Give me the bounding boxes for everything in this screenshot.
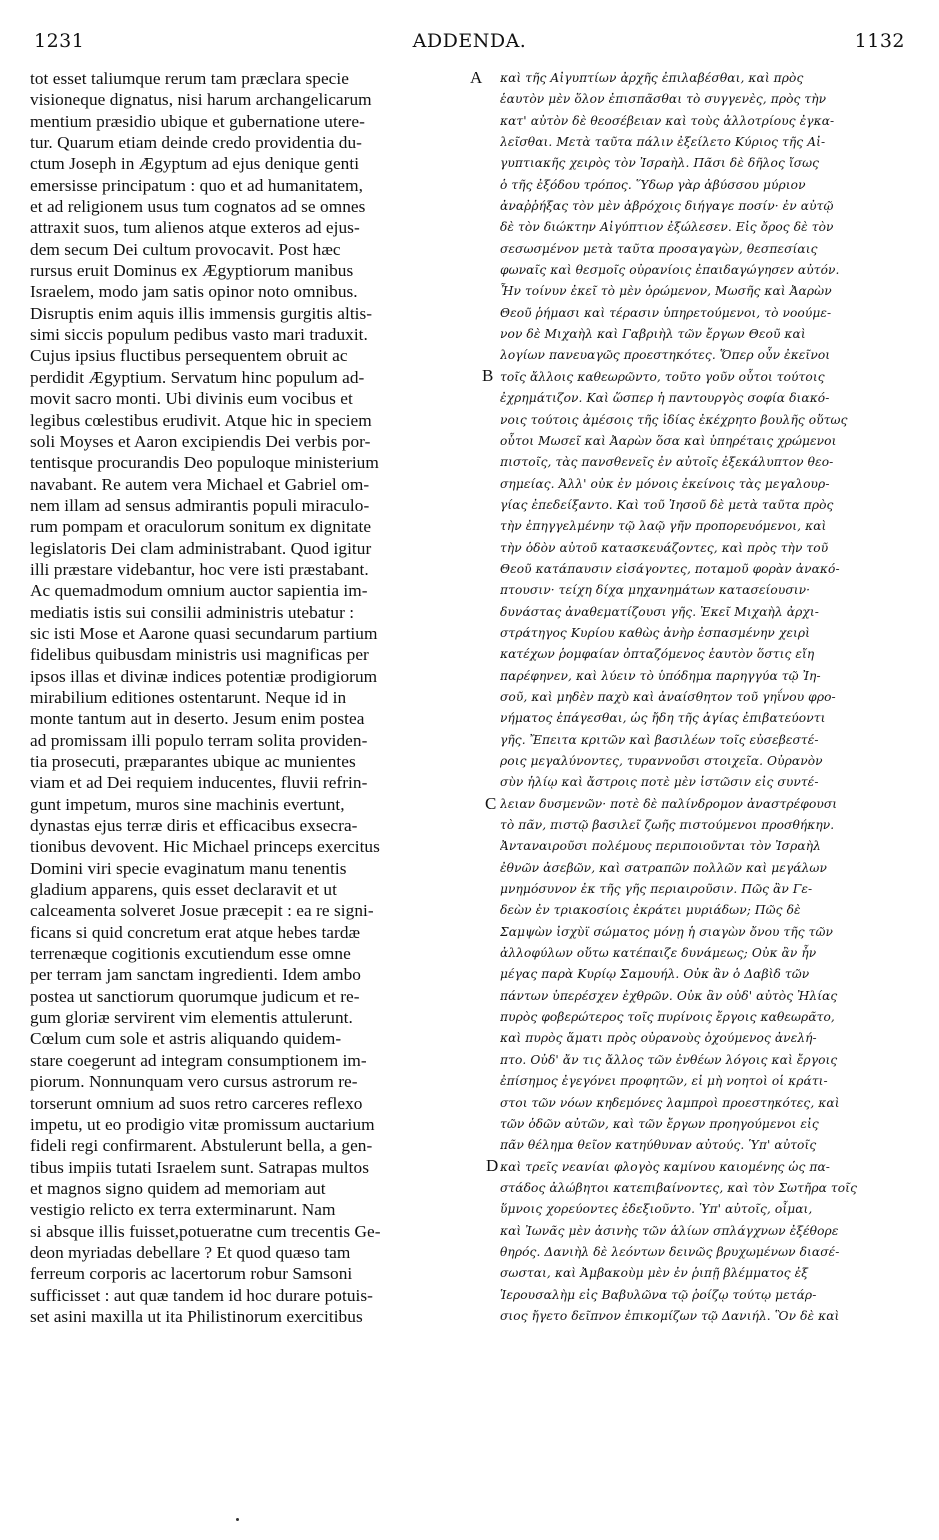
greek-text-line: ἐθνῶν ἀσεβῶν, καὶ σατραπῶν πολλῶν καὶ μεγάλων bbox=[500, 860, 827, 875]
greek-text-line: στράτηγος Κυρίου καθὼς ἀνὴρ ἐσπασμένην χειρὶ bbox=[500, 625, 810, 640]
latin-text-line: stare coegerunt ad integram consumptionem im- bbox=[30, 1050, 367, 1070]
latin-text-line: monte tantum aut in deserto. Jesum enim postea bbox=[30, 709, 365, 729]
greek-text-line: γυπτιακῆς χειρὸς τὸν Ἰσραὴλ. Πᾶσι δὲ δῆλος ἴσως bbox=[500, 156, 820, 171]
latin-text-line: torserunt omnium ad suos retro carceres reflexo bbox=[30, 1093, 363, 1113]
latin-text-line: Cujus ipsius fluctibus persequentem obruit ac bbox=[30, 346, 348, 366]
greek-text-line: πτο. Οὐδ' ἄν τις ἄλλος τῶν ἐνθέων λόγοις καὶ ἔργοις bbox=[500, 1052, 838, 1067]
greek-text-line: φωναῖς καὶ θεσμοῖς οὐρανίοις ἐπαιδαγώγησεν αὐτόν. bbox=[500, 263, 840, 278]
greek-text-line: νήματος ἐπάγεσθαι, ὡς ἤδη τῆς ἁγίας ἐπιβατεύοντι bbox=[500, 711, 826, 726]
greek-text-line: στάδος ἀλώβητοι κατεπιβαίνοντες, καὶ τὸν Σωτῆρα τοῖς bbox=[500, 1180, 857, 1195]
greek-text-line: νοις τούτοις ἀμέσοις τῆς ἰδίας ἐκέχρητο βουλῆς οὕτως bbox=[500, 412, 848, 427]
greek-text-line: σεσωσμένον μετὰ ταῦτα προσαγαγὼν, θεσπεσίαις bbox=[500, 241, 818, 256]
latin-text-line: gladium apparens, quis esset declaravit et ut bbox=[30, 880, 337, 900]
greek-text-line: καὶ τῆς Αἰγυπτίων ἀρχῆς ἐπιλαβέσθαι, καὶ πρὸς bbox=[500, 71, 804, 85]
running-title: ADDENDA. bbox=[412, 30, 527, 52]
latin-text-line: tur. Quarum etiam deinde credo providentia du- bbox=[30, 133, 362, 153]
latin-text-line: tentisque procurandis Deo populoque ministerium bbox=[30, 453, 379, 473]
latin-text-line: Disruptis enim aquis illis immensis gurgitis altis- bbox=[30, 303, 373, 323]
latin-text-line: Ac quemadmodum omnium auctor sapientia im- bbox=[30, 581, 368, 601]
section-marker-a: A bbox=[470, 68, 483, 87]
page-header bbox=[30, 30, 909, 60]
greek-text-line: καὶ Ἰωνᾶς μὲν ἀσινὴς τῶν ἁλίων σπλάγχνων ἐξέθορε bbox=[500, 1223, 839, 1238]
greek-text-line: ἀναῤῥήξας τὸν μὲν ἀβρόχοις διήγαγε ποσίν· ἐν αὐτῷ bbox=[500, 199, 834, 214]
greek-text-line: ροις μεγαλύνοντες, τυραννοῦσι στοιχεῖα. Οὐρανὸν bbox=[500, 754, 823, 768]
latin-text-line: piorum. Nonnunquam vero cursus astrorum re- bbox=[30, 1072, 358, 1092]
latin-text-line: tot esset taliumque rerum tam præclara specie bbox=[30, 69, 349, 88]
greek-text-line: σιος ἤγετο δεῖπνον ἐπικομίζων τῷ Δανιήλ. Ὃν δὲ καὶ bbox=[500, 1308, 840, 1323]
greek-text-line: οὗτοι Μωσεῖ καὶ Ἀαρὼν ὅσα καὶ ὑπηρέταις χρώμενοι bbox=[500, 433, 837, 448]
greek-text-line: πᾶν θέλημα θεῖον κατηύθυναν αὐτούς. Ὑπ' αὐτοῖς bbox=[500, 1138, 817, 1153]
latin-text-line: Domini viri specie evaginatum manu tenentis bbox=[30, 858, 347, 878]
latin-text-line: set asini maxilla ut ita Philistinorum exercitibus bbox=[30, 1306, 363, 1326]
latin-text-line: legislatoris Dei clam administrabant. Quod igitur bbox=[30, 538, 372, 558]
latin-text-line: visioneque dignatus, nisi harum archangelicarum bbox=[30, 90, 372, 110]
greek-text-line: σὺν ἡλίῳ καὶ ἄστροις ποτὲ μὲν ἱστῶσιν εἰς συντέ- bbox=[500, 775, 819, 790]
latin-text-line: et ad religionem usus tum cognatos ad se omnes bbox=[30, 197, 366, 217]
latin-text-line: emersisse principatum : quo et ad humanitatem, bbox=[30, 175, 363, 195]
latin-text-line: legibus cœlestibus erudivit. Atque hic in speciem bbox=[30, 410, 372, 430]
latin-text-line: deon myriadas debellare ? Et quod quæso tam bbox=[30, 1242, 351, 1262]
latin-text-line: ferreum corporis ac lacertorum robur Samsoni bbox=[30, 1264, 353, 1284]
greek-text-line: γῆς. Ἔπειτα κριτῶν καὶ βασιλέων τοῖς εὐσεβεστέ- bbox=[500, 732, 819, 747]
greek-text-line: λεῖσθαι. Μετὰ ταῦτα πάλιν ἐξείλετο Κύριος τῆς Αἰ- bbox=[500, 135, 826, 150]
section-marker-b: B bbox=[482, 366, 494, 385]
latin-column bbox=[30, 68, 482, 1327]
greek-text-line: λογίων πανευαγῶς προεστηκότες. Ὅπερ οὖν ἐκεῖνοι bbox=[500, 348, 831, 363]
latin-text-line: si absque illis fuisset,potueratne cum trecentis Ge- bbox=[30, 1221, 381, 1241]
greek-text-line: τὴν ἐπηγγελμένην τῷ λαῷ γῆν προπορευόμενοι, καὶ bbox=[500, 519, 827, 534]
latin-text-line: rursus eruit Dominus ex Ægyptiorum manibus bbox=[30, 261, 354, 281]
latin-text-line: terrenæque cogitionis excutiendum esse omne bbox=[30, 944, 351, 964]
latin-text-line: per terram jam sanctam ingredienti. Idem ambo bbox=[30, 965, 361, 985]
greek-text-line: γίας ἐπεδείξαντο. Καὶ τοῦ Ἰησοῦ δὲ μετὰ ταῦτα πρὸς bbox=[500, 497, 834, 512]
greek-text-line: κατ' αὐτὸν δὲ θεοσέβειαν καὶ τοὺς ἀλλοτρίους ἐγκα- bbox=[500, 113, 835, 128]
greek-text-line: τὸ πᾶν, πιστῷ βασιλεῖ ζωῆς πιστούμενοι προσθήκην. bbox=[500, 818, 835, 833]
latin-text-line: viam et ad Dei requiem inducentes, fluvii refrin- bbox=[30, 773, 368, 793]
latin-text-line: nem illam ad sensus admirantis populi miraculo- bbox=[30, 495, 370, 515]
latin-text-line: postea ut sanctiorum quorumque judicum et re- bbox=[30, 986, 360, 1006]
latin-text-line: impetu, ut eo prodigio vitæ promissum auctarium bbox=[30, 1114, 375, 1134]
greek-text-line: δεὼν ἐν τριακοσίοις ἐκράτει μυριάδων; Πῶς δὲ bbox=[500, 903, 801, 918]
greek-text-line: μνημόσυνον ἐκ τῆς γῆς περιαιροῦσιν. Πῶς ἂν Γε- bbox=[500, 882, 813, 897]
greek-text-line: σωσται, καὶ Ἀμβακοὺμ μὲν ἐν ῥιπῇ βλέμματος ἐξ bbox=[500, 1266, 809, 1281]
greek-text-line: νον δὲ Μιχαὴλ καὶ Γαβριὴλ τῶν ἔργων Θεοῦ καὶ bbox=[500, 327, 806, 342]
greek-text-line: θηρός. Δανιὴλ δὲ λεόντων δεινῶς βρυχωμένων διασέ- bbox=[500, 1244, 840, 1259]
latin-text-line: illi præstare videbantur, hoc vere isti præstabant. bbox=[30, 559, 369, 579]
greek-text-line: πάντων ὑπερέσχεν ἐχθρῶν. Οὐκ ἂν οὐδ' αὐτὸς Ἠλίας bbox=[500, 988, 838, 1003]
latin-text-line: sufficisset : aut quæ tandem id hoc durare potuis- bbox=[30, 1285, 373, 1305]
greek-text-line: πιστοῖς, τὰς πανσθενεῖς ἐν αὐτοῖς ἐξεκάλυπτον θεο- bbox=[500, 455, 834, 470]
latin-text-line: tibus impiis tutati Israelem sunt. Satrapas multos bbox=[30, 1157, 369, 1177]
greek-text-line: ἐχρημάτιζον. Καὶ ὥσπερ ἡ παντουργὸς σοφία διακό- bbox=[500, 391, 830, 406]
footer-mark bbox=[236, 1518, 239, 1521]
latin-text-line: perdidit Ægyptium. Servatum hinc populum ad- bbox=[30, 367, 365, 387]
greek-text-line: καὶ τρεῖς νεανίαι φλογὸς καμίνου καιομένης ὡς πα- bbox=[500, 1159, 831, 1174]
latin-text-line: mentium præsidio ubique et gubernatione utere- bbox=[30, 111, 365, 131]
greek-text-line: σοῦ, καὶ μηδὲν παχὺ καὶ ἀναίσθητον τοῦ γηΐνου φρο- bbox=[500, 689, 836, 704]
latin-text-line: vestigio relicto ex terra exterminarunt. Nam bbox=[30, 1200, 336, 1220]
greek-text-line: τοῖς ἄλλοις καθεωρῶντο, τοῦτο γοῦν οὗτοι τούτοις bbox=[500, 369, 825, 384]
latin-text-line: ad promissam illi populo terram solita providen- bbox=[30, 730, 368, 750]
greek-text-line: πυρὸς φοβερώτερος τοῖς πυρίνοις ἔργοις καθεωρᾶτο, bbox=[500, 1010, 835, 1025]
latin-text-line: rum pompam et oraculorum sonitum ex dignitate bbox=[30, 517, 372, 537]
greek-text-line: ὁ τῆς ἐξόδου τρόπος. Ὕδωρ γὰρ ἀβύσσου μύριον bbox=[500, 177, 806, 192]
latin-text-line: mediatis istis sui consilii administris utebatur : bbox=[30, 602, 355, 622]
latin-text-line: movit sacro monti. Ubi divinis eum vocibus et bbox=[30, 389, 353, 409]
latin-text-line: Cœlum cum sole et astris aliquando quidem- bbox=[30, 1029, 342, 1049]
greek-text-line: Θεοῦ κατάπαυσιν εἰσάγοντες, ποταμοῦ φορὰν ἀνακό- bbox=[500, 561, 840, 576]
greek-text-line: Ἱερουσαλὴμ εἰς Βαβυλῶνα τῷ ῥοίζῳ τούτῳ μετάρ- bbox=[500, 1287, 817, 1302]
latin-text-line: ctum Joseph in Ægyptum ad ejus denique genti bbox=[30, 154, 360, 174]
greek-text-line: τὴν ὁδὸν αὐτοῦ κατασκευάζοντες, καὶ πρὸς τὴν τοῦ bbox=[500, 540, 829, 555]
greek-text-line: ἑαυτὸν μὲν ὅλον ἐπισπᾶσθαι τὸ συγγενὲς, πρὸς τὴν bbox=[500, 92, 827, 107]
greek-text-line: Θεοῦ ῥήμασι καὶ τέρασιν ὑπηρετούμενοι, τὸ νοούμε- bbox=[500, 305, 832, 320]
greek-text-line: παρέφηνεν, καὶ λύειν τὸ ὑπόδημα παρηγγύα τῷ Ἰη- bbox=[500, 668, 821, 683]
latin-text-line: tionibus devovent. Hic Michael princeps exercitus bbox=[30, 837, 380, 857]
greek-text-line: Σαμψὼν ἰσχὺϊ σώματος μόνῃ ἡ σιαγὼν ὄνου τῆς τῶν bbox=[500, 924, 834, 939]
greek-text-line: ὕμνοις χορεύοντες ἐδεξιοῦντο. Ὑπ' αὐτοῖς, οἶμαι, bbox=[500, 1202, 813, 1217]
greek-text-line: τῶν ὁδῶν αὐτῶν, καὶ τῶν ἔργων προηγούμενοι εἰς bbox=[500, 1116, 819, 1131]
latin-text-line: attraxit suos, tum alienos atque exteros ad ejus- bbox=[30, 218, 360, 238]
latin-text-line: calceamenta solveret Josue præcepit : ea re signi- bbox=[30, 901, 374, 921]
greek-text-line: πτουσιν· τείχη δίχα μηχανημάτων κατασείουσιν· bbox=[500, 583, 811, 598]
greek-text-line: δὲ τὸν διώκτην Αἰγύπτιον ἐξώλεσεν. Εἰς ὄρος δὲ τὸν bbox=[500, 220, 834, 235]
greek-text-line: καὶ πυρὸς ἅματι πρὸς οὐρανοὺς ὀχούμενος ἀνελή- bbox=[500, 1031, 817, 1046]
greek-text-line: Ἀνταναιροῦσι πολέμους περιποιοῦνται τὸν Ἰσραὴλ bbox=[500, 839, 821, 854]
greek-text-line: Ἦν τοίνυν ἐκεῖ τὸ μὲν ὁρώμενον, Μωσῆς καὶ Ἀαρὼν bbox=[500, 284, 832, 299]
latin-text-line: navabant. Re autem vera Michael et Gabriel om- bbox=[30, 474, 370, 494]
latin-text-line: et magnos signo quidem ad memoriam aut bbox=[30, 1178, 326, 1198]
section-marker-c: C bbox=[485, 794, 497, 813]
left-page-number: 1231 bbox=[34, 30, 85, 52]
latin-text-line: ipsos illas et divinæ indices potentiæ prodigiorum bbox=[30, 666, 378, 686]
latin-text-line: fidelibus quibusdam ministris usi magnificas per bbox=[30, 645, 369, 665]
greek-text-line: ἀλλοφύλων οὕτω κατέπαιζε δυνάμεως; Οὐκ ἂν ἦν bbox=[500, 946, 817, 961]
greek-text-line: λειαν δυσμενῶν· ποτὲ δὲ παλίνδρομον ἀναστρέφουσι bbox=[500, 796, 838, 811]
greek-text-line: ἐπίσημος ἐγεγόνει προφητῶν, εἰ μὴ νοητοὶ οἱ κράτι- bbox=[500, 1074, 828, 1089]
greek-text-line: σημείας. Ἀλλ' οὐκ ἐν μόνοις ἐκείνοις τὰς μεγαλουρ- bbox=[500, 476, 830, 491]
latin-text-line: sic isti Mose et Aarone quasi secundarum partium bbox=[30, 623, 378, 643]
greek-text-line: κατέχων ῥομφαίαν ὀπταζόμενος ἑαυτὸν ὅστις εἴη bbox=[500, 647, 815, 662]
latin-text-line: dem secum Dei cultum provocavit. Post hæc bbox=[30, 239, 341, 259]
latin-text-line: tia prosecuti, præparantes ubique ac munientes bbox=[30, 752, 356, 771]
latin-text-line: gum gloriæ servirent vim elementis attulerunt. bbox=[30, 1008, 353, 1028]
latin-text-line: Israelem, modo jam satis opinor noto omnibus. bbox=[30, 282, 358, 302]
right-page-number: 1132 bbox=[854, 30, 905, 52]
greek-text-line: μέγας παρὰ Κυρίῳ Σαμουήλ. Οὐκ ἂν ὁ Δαβὶδ τῶν bbox=[500, 967, 810, 982]
greek-text-line: στοι τῶν νόων κηδεμόνες λαμπροὶ προεστηκότες, καὶ bbox=[500, 1095, 840, 1110]
latin-text-line: mirabilium editiones ostentarunt. Neque id in bbox=[30, 687, 347, 707]
latin-text-line: dynastas ejus terræ diris et efficacibus exsecra- bbox=[30, 816, 358, 836]
latin-text-line: gunt impetum, muros sine machinis evertunt, bbox=[30, 794, 345, 814]
greek-column bbox=[500, 68, 915, 1327]
greek-text-line: δυνάστας ἀναθεματίζουσι γῆς. Ἐκεῖ Μιχαὴλ ἀρχι- bbox=[500, 604, 819, 619]
latin-text-line: simi siccis populum pedibus vasto mari traduxit. bbox=[30, 325, 368, 345]
latin-text-line: fideli regi confirmarent. Abstulerunt bella, a gen- bbox=[30, 1136, 373, 1156]
latin-text-line: ficans si quid concretum erat atque hebes tardæ bbox=[30, 922, 361, 942]
latin-text-line: soli Moyses et Aaron excipiendis Dei verbis por- bbox=[30, 431, 371, 451]
section-marker-d: D bbox=[486, 1156, 499, 1175]
